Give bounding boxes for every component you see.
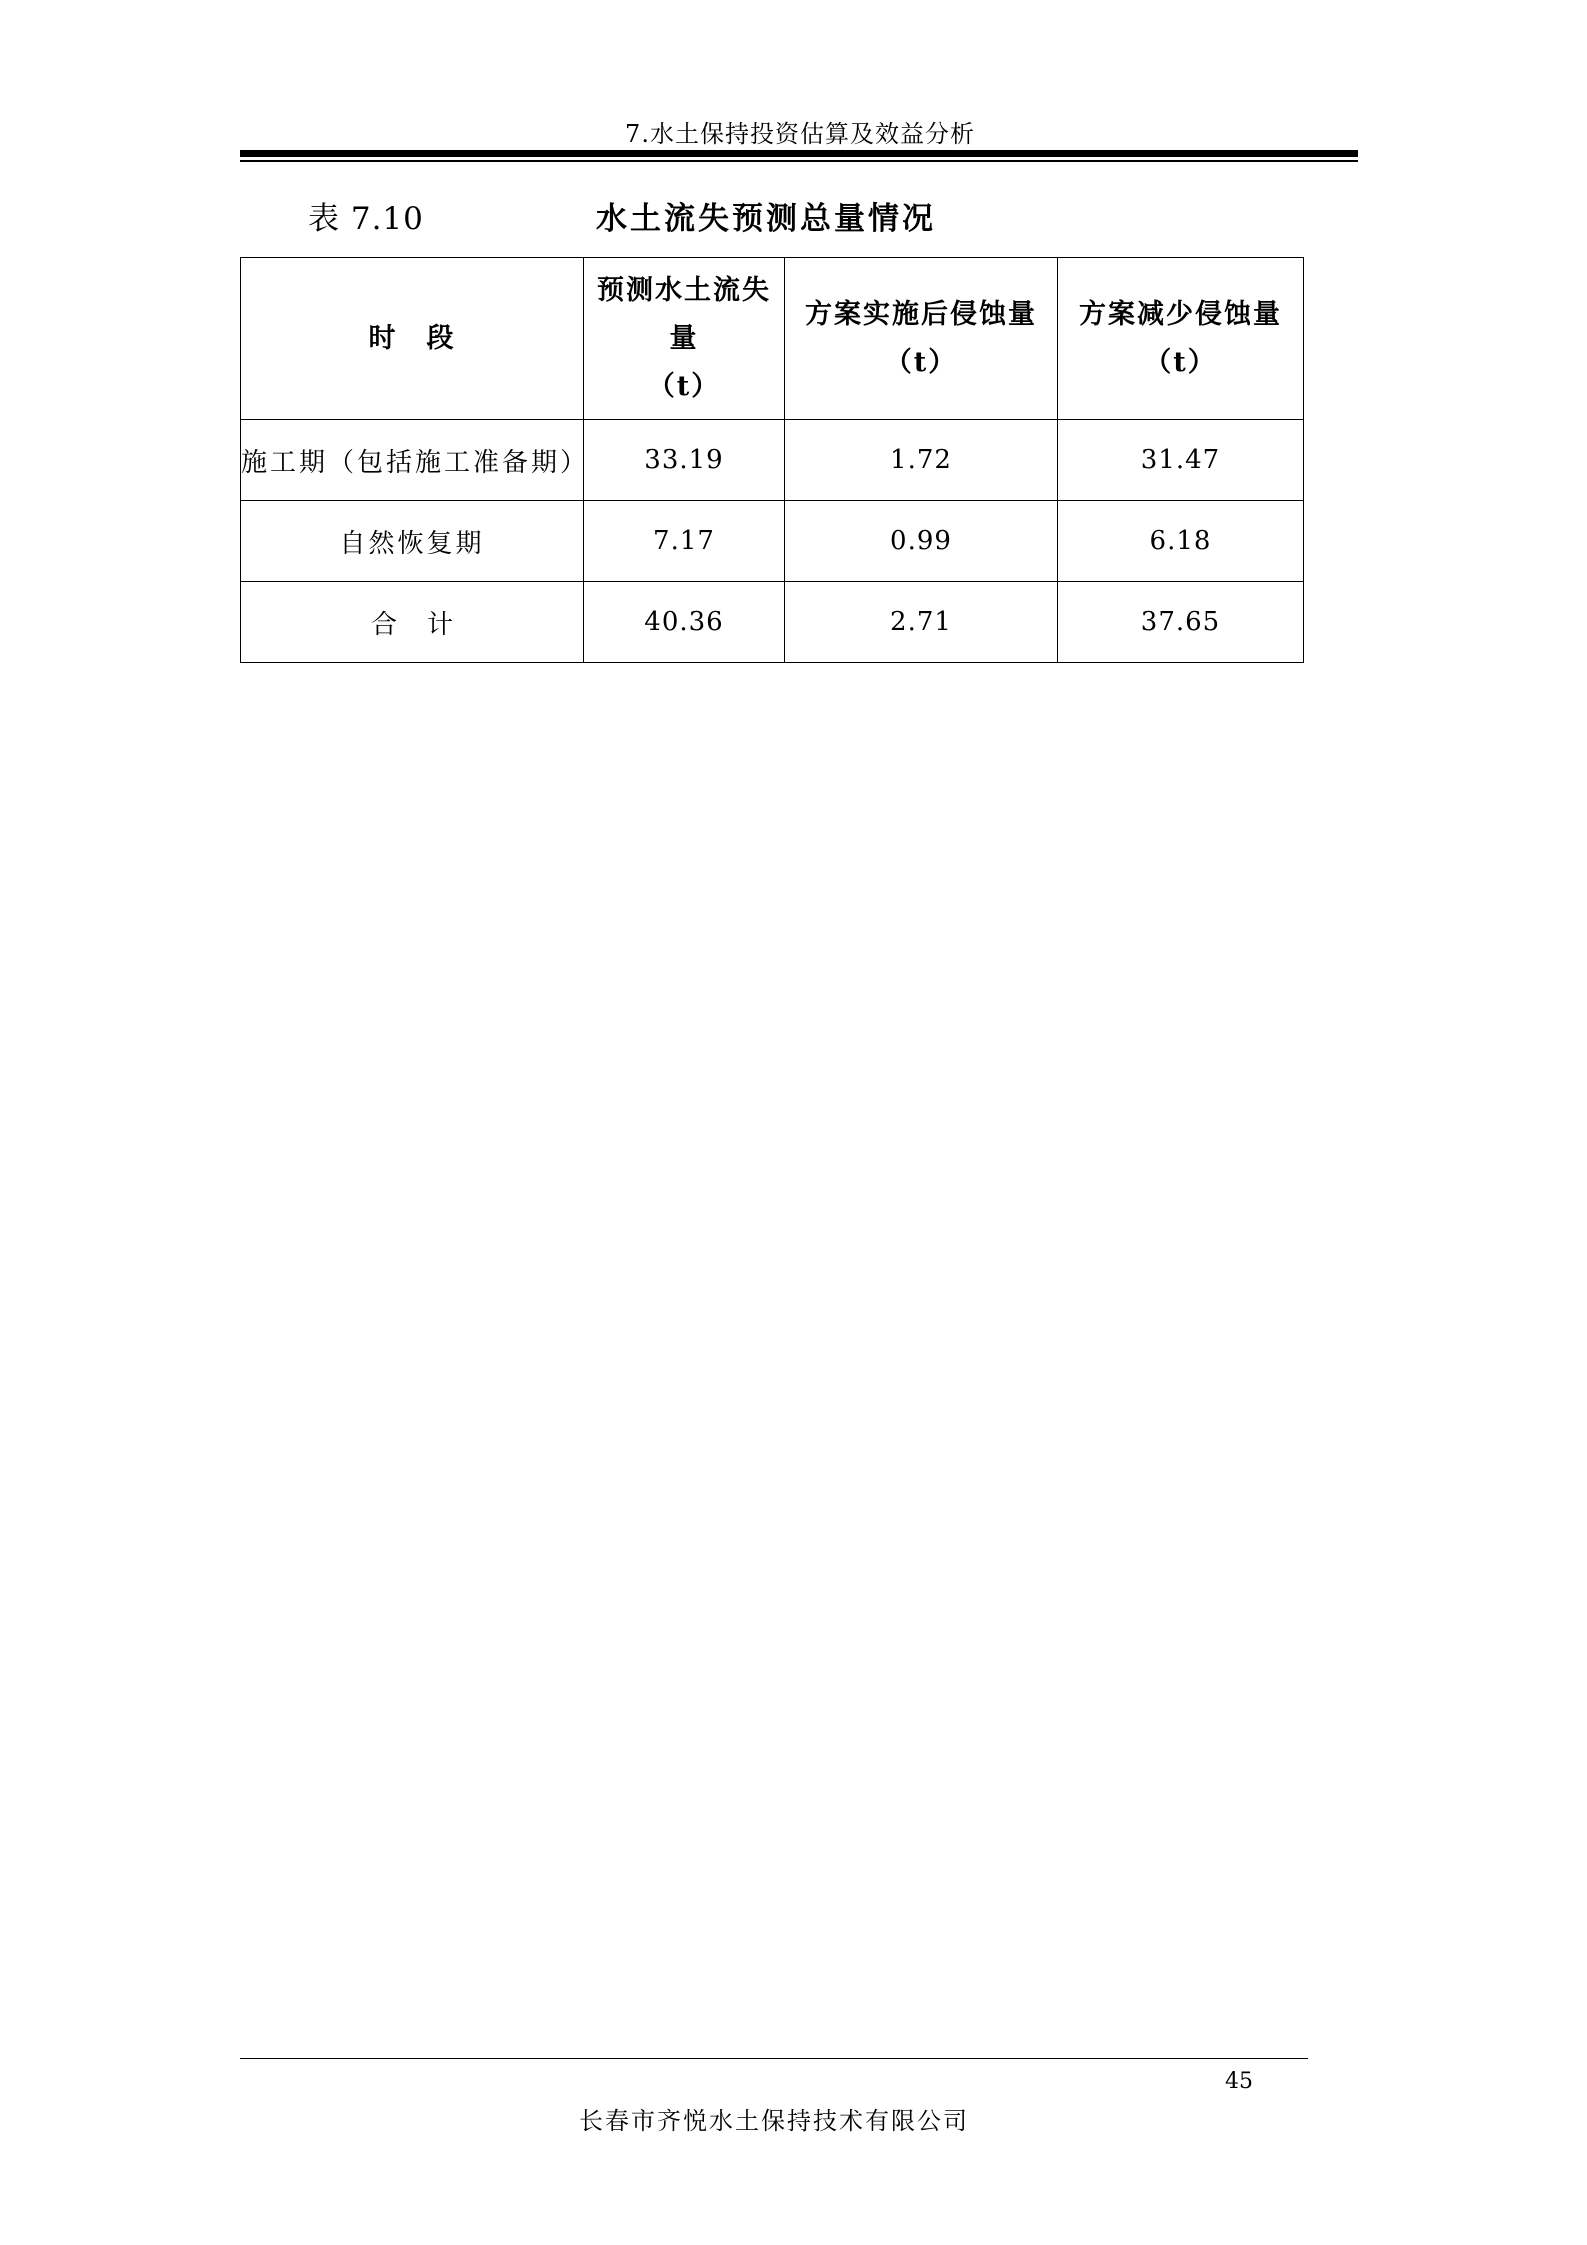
header-label: 时 段: [368, 322, 456, 354]
soil-loss-table: [240, 257, 1304, 663]
cell-reduced: 37.65: [1058, 582, 1304, 663]
cell-after: 2.71: [785, 582, 1058, 663]
cell-reduced: 31.47: [1058, 420, 1304, 501]
table-caption: [240, 193, 1300, 237]
table-header-row: [241, 258, 1304, 420]
cell-reduced: 6.18: [1058, 501, 1304, 582]
table-row: [241, 501, 1304, 582]
cell-period: 施工期（包括施工准备期）: [241, 420, 584, 501]
cell-after: 1.72: [785, 420, 1058, 501]
header-rule: [240, 150, 1358, 157]
header-label: 方案实施后侵蚀量: [805, 298, 1037, 330]
cell-predicted: 7.17: [584, 501, 785, 582]
table-title: 水土流失预测总量情况: [596, 201, 936, 237]
table-number: 表 7.10: [308, 201, 424, 237]
cell-predicted: 33.19: [584, 420, 785, 501]
cell-after: 0.99: [785, 501, 1058, 582]
page-number: 45: [1225, 2069, 1253, 2094]
header-label: 预测水土流失量: [597, 274, 771, 354]
header-after: [785, 258, 1058, 420]
header-unit: （t）: [884, 346, 958, 378]
header-rule-thin: [240, 160, 1358, 162]
footer-rule: [240, 2058, 1308, 2059]
header-unit: （t）: [1144, 346, 1217, 378]
footer-company: 长春市齐悦水土保持技术有限公司: [579, 2107, 969, 2135]
running-header: 7.水土保持投资估算及效益分析: [625, 120, 975, 148]
table-row-total: [241, 582, 1304, 663]
header-period: [241, 258, 584, 420]
header-unit: （t）: [647, 370, 721, 402]
cell-predicted: 40.36: [584, 582, 785, 663]
header-predicted: [584, 258, 785, 420]
header-label: 方案减少侵蚀量: [1079, 298, 1282, 330]
table-row: [241, 420, 1304, 501]
cell-period: 自然恢复期: [241, 501, 584, 582]
cell-period: 合计: [241, 582, 584, 663]
header-reduced: [1058, 258, 1304, 420]
